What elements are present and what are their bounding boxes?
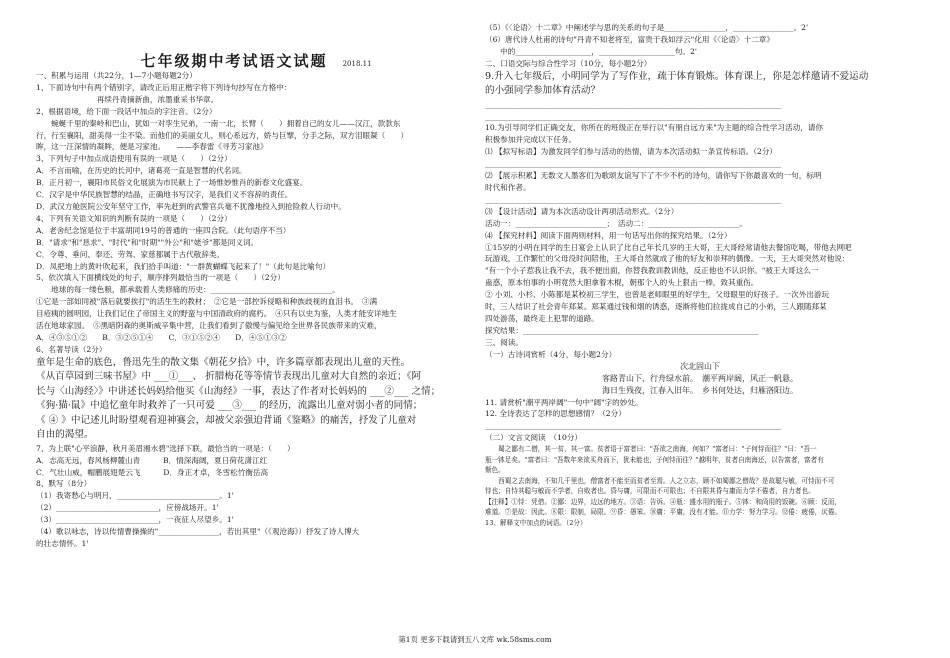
question-line: A．老舍纪念馆是位于丰富胡同19号的普通的一座四合院。（此句语序不当）	[36, 225, 291, 235]
classical-text-line: 13、解释文中加点的词语。（2分）	[485, 518, 587, 527]
question-line: 玩游戏，工作繁忙的父母没时间陪他，王大哥自然就成了他的好友和崇拜的偶像。一天，王大哥突然对他说：	[485, 254, 850, 264]
poem-title: 次北固山下	[680, 361, 720, 371]
poem-line: 海日生残夜，江春入旧年。 乡书何处达，归雁洛阳边。	[602, 385, 798, 395]
question-line: 10.为引导同学们正确交友，你所在的班级正在举行以"有朋自远方来"为主题的综合性学习活动，请你	[485, 123, 823, 133]
question-line: A．不言而喻，在历史的长河中，诸葛亮一直是智慧的代名词。	[36, 166, 247, 176]
question-line: 目疮痍的圆明园，让我们记住了帝国主义的野蛮与中国清政府的腐朽。 ④只有以史为鉴，人类才能安详地生	[36, 309, 397, 319]
classical-text-line: 惭色。	[485, 466, 505, 475]
classical-text-line: 恃也；自恃其聪与敏而不学者，自败者也。昏与庸，可限而不可限也；不自限其昏与庸而力学不倦者，自力者也。	[485, 487, 815, 496]
reading-guide-line: 长与〈山海经〉》中讲述长妈妈给他买《山海经》一事，表达了作者对长妈妈的 ___②___ 之情；	[36, 385, 441, 397]
question-line: （3）___________________________，一夜征人尽望乡。1'	[36, 515, 234, 525]
right-column	[485, 22, 915, 528]
question-line: 时，三人结识了社会青年郑某。郑某通过钱和烟的诱惑，逐渐将他们拉拢成自己的小弟，三人跟随郑某	[485, 302, 827, 312]
question-line: ①它是一部如同被"落后就要挨打"的活生生的教材； ②它是一部控诉侵略和种族歧视的血泪书。 ③满	[36, 297, 378, 307]
question-line: 的壮志情怀。1'	[36, 539, 89, 548]
page-footer: 第1页 更多下载请到五八文库 wk.58sms.com	[398, 635, 552, 644]
question-line: 蜿蜒千里的秦岭和巴山，犹如一对孪生兄弟，一南一北，长臂（ ）拥着自己的女儿——汉江，款款东	[36, 118, 401, 128]
question-line: （二）文言文阅读 （10分）	[485, 433, 582, 443]
exam-date: 2018.11	[342, 60, 372, 68]
classical-text-line: 西蜀之去南海，不知几千里也，僧富者不能至而贫者至焉。人之立志，顾不如蜀鄙之僧哉？是故聪与敏，可恃而不可	[485, 476, 835, 485]
question-line: 行，行至襄阳，甜美得一尘不染。而他们的美丽女儿，则心系远方，娇与巨擘，分手之际，双方泪眼凝（ ）	[36, 130, 409, 140]
question-line: 3、下列句子中加点成语使用有误的一项是（ ）（2分）	[36, 154, 232, 164]
question-line: （1）我寄愁心与明月，___________________________。1'	[36, 491, 234, 501]
question-line: C．汉字是中华民族智慧的结晶，正确地书写汉字，是我们义不容辞的责任。	[36, 190, 293, 200]
question-line: 活在地球家园。 ⑤黑暗阴森的奥斯威辛集中营，让我们看到了傲慢与偏见给全世界各民族带来的灾难，	[36, 321, 382, 331]
question-line: （6）唐代诗人杜甫的诗句"丹青不知老将至，富贵于我如浮云"化用《〈论语〉十二章》	[485, 34, 774, 44]
question-line: 积极参加并完成以下任务。	[485, 135, 577, 145]
question-line: ⑶ 【设计活动】请为本次活动设计两项活动形式。（2分）	[485, 206, 679, 216]
question-line: （5）《〈论语〉十二章》中阐述学与思的关系的句子是________________，________________。2'	[485, 23, 809, 32]
question-line: ______________________________________________________________________________	[485, 421, 782, 431]
question-line: 5、依次填入下面横线处的句子，顺序排列最恰当的一项是（ ）（2分）	[36, 273, 285, 283]
reading-guide-line: 《狗·猫·鼠》中追忆童年时救养了一只可爱 ___③___ 的经历，流露出儿童对弱小者的同情；	[36, 400, 423, 412]
question-line: 7、为上联"心平浪静，秋月美眉湘水碧"选择下联，最恰当的一项是：（ ）	[36, 443, 295, 453]
question-line: A．④③⑤①② B．③②⑤①④ C．③①⑤②④ D．④⑤①③②	[36, 332, 287, 342]
classical-text-line: 瓶一钵足矣。"富者曰："吾数年来欲买舟而下，犹未能也，子何恃而往？"越明年，贫者自南海还，以告富者，富者有	[485, 455, 824, 464]
reading-guide-line: 《 ④ 》中记述儿时盼望观看迎神赛会，却被父亲强迫背诵《鉴略》的痛苦，抒发了儿童对	[36, 414, 417, 426]
question-line: 12. 全诗表达了怎样的思想感情？（2分）	[485, 409, 626, 419]
question-line: 地球的每一缕色粮，都承载着人类修痛的历史：________________________________。	[36, 285, 340, 295]
question-line: 8、默写（8分）	[36, 479, 92, 489]
question-line: ⑵ 【展示积累】无数文人墨客们为歌颂友谊写下了不少不朽的诗句，请你写下你最喜欢的一句，标明	[485, 171, 822, 181]
question-line: （4）歌以咏志，诗以传情曹操操的"________________，若出其里"（《观沧海》）抒发了诗人博大	[36, 527, 360, 537]
question-line: 1、下面诗句中有两个错别字，请改正后用正楷字将下列诗句抄写在方格中：	[36, 82, 292, 92]
question-line: B．"请求"和"恳求"、"时代"和"时期""外公"和"姥爷"都是同义词。	[36, 237, 259, 247]
question-line: ______________________________________________________________________________	[485, 159, 782, 169]
question-line: 四处游荡，最终走上犯罪的道路。	[485, 313, 599, 323]
reading-guide-line: 《从百草园到三味书屋》中 ___①___、 折腊梅花等等情节表现出儿童对大自然的亲近；《阿	[36, 371, 422, 383]
speaking-question-line: 9.升入七年级后，小明同学为了写作业，疏于体育锻炼。体育课上，你是怎样邀请不爱运动	[485, 70, 869, 82]
question-line: 探究结果：______________________________________________________________	[485, 325, 759, 335]
speaking-question-line: 的小强同学参加体育活动？	[485, 85, 601, 97]
question-line: 三、阅读。	[485, 337, 523, 347]
reading-guide-line: 童年是生命的底色，鲁迅先生的散文集《朝花夕拾》中，许多篇章都表现出儿童的天性。	[36, 356, 411, 368]
question-line: 4、下列有关语文知识的判断有误的一项是（ ）（2分）	[36, 213, 232, 223]
question-line: D．武汉方舱医院公安年坚守工作，率先赶到的武警官兵毫不犹豫地投入到抢险救人行动中。	[36, 201, 346, 211]
question-line: 蛊惑，原本怕事的小明竟然大胆拿着木棍，朝那个人的头上狠击一棒，致其重伤。	[485, 278, 759, 288]
question-line: 中的____________________，____________________句。2'	[485, 46, 697, 56]
question-line: ⑴ 【拟写标语】为激发同学们参与活动的热情，请为本次活动拟一条宣传标语。（2分）	[485, 147, 778, 157]
question-line: 2、根据语境，给下面一段话中加点的字注音。（2分）	[36, 106, 217, 116]
question-line: 时代和作者。	[485, 182, 531, 192]
classical-text-line: 难道。⑦是故：因此。⑧限：限制，局限。⑨昏：愚笨。⑩庸：平庸，没有才能。⑪力学：努力学习。⑫倦：疲倦，厌倦。	[485, 508, 842, 517]
classical-text-line: 【注释】①恃：凭借。②鄙：边界，边远的地方。③语：告诉。④瓶：盛水用的瓶子。⑤钵：和尚用的饭碗。⑥顾：反而，	[485, 497, 842, 506]
question-line: C．令尊、垂问、奉还、劳驾、家慈都属于古代敬辞类。	[36, 249, 225, 259]
question-line: A．志高无远，春风杨柳麓山青 B．情深海阔，夏日荷花潇江红	[36, 455, 268, 465]
question-line: 二、口语交际与综合性学习（10分，每小题2分）	[485, 58, 652, 68]
question-line: "有一个小子惹我让我不去，我不便出面，你替我教训教训他，反正他也不认识你。"被王大哥这么一	[485, 266, 819, 276]
exam-title: 七年级期中考试语文试题	[140, 52, 328, 70]
question-line: 眸，这一汪深情的凝眸，便是习家池。 ——李春雷《寻芳习家池》	[36, 142, 268, 152]
question-line: C．气壮山威，帽鹏展翅楚云飞 D．身正才卓，冬雪松竹衡岳高	[36, 467, 269, 477]
question-line: 6、名著导读（2分）	[36, 344, 107, 354]
question-line: ______________________________________________________________________________	[485, 194, 782, 204]
question-line: ______________________________________________________________________________	[485, 111, 782, 121]
question-line: ⑷ 【探究材料】阅读下面两则材料，用一句话写出你的探究结果。（2分）	[485, 230, 732, 240]
question-line: B．正月初一，襄阳市民俗文化展演为市民献上了一场惟妙惟肖的新春文化盛宴。	[36, 178, 308, 188]
classical-text-line: 蜀之鄙有二僧，其一贫，其一富。贫者语于富者曰："吾欲之南海，何如？"富者曰："子何恃而往？"曰："吾一	[485, 445, 817, 454]
question-line: ② 小刘、小杉、小陈都是某校初三学生，也曾是老师眼里的好学生，父母眼里的好孩子。一次外出游玩	[485, 290, 830, 300]
question-line: 一、积累与运用（共22分，1—7小题每题2分）	[36, 71, 197, 80]
question-line: ______________________________________________________________________________	[485, 99, 782, 109]
reading-guide-line: 自由的渴望。	[36, 429, 94, 441]
question-line: ①15岁的小明在同学的生日宴会上认识了比自己年长几岁的王大哥，王大哥经常请他去餐馆吃喝，带他去网吧	[485, 242, 852, 252]
question-line: 活动一：________________________； 活动二：________________________。	[485, 218, 747, 228]
question-line: 11. 请赏析"潮平两岸阔"一句中"阔"字的妙处。	[485, 397, 643, 407]
question-line: D．凤把地上的黄叶吹起来，我们拾手叫道："一群黄蝴蝶飞起来了！"（此句是比喻句）	[36, 261, 331, 271]
question-line: （一）古诗词赏析（4分，每小题2分）	[485, 349, 617, 359]
poem-block	[485, 361, 915, 397]
left-column	[36, 52, 476, 550]
question-line: 再续丹青摘新曲，浓墨重采书华章。	[36, 94, 219, 104]
poem-line: 客路青山下，行舟绿水前。 潮平两岸阔，风正一帆悬。	[602, 373, 798, 383]
question-line: （2）___________________________，应傍战场开。1'	[36, 503, 219, 513]
